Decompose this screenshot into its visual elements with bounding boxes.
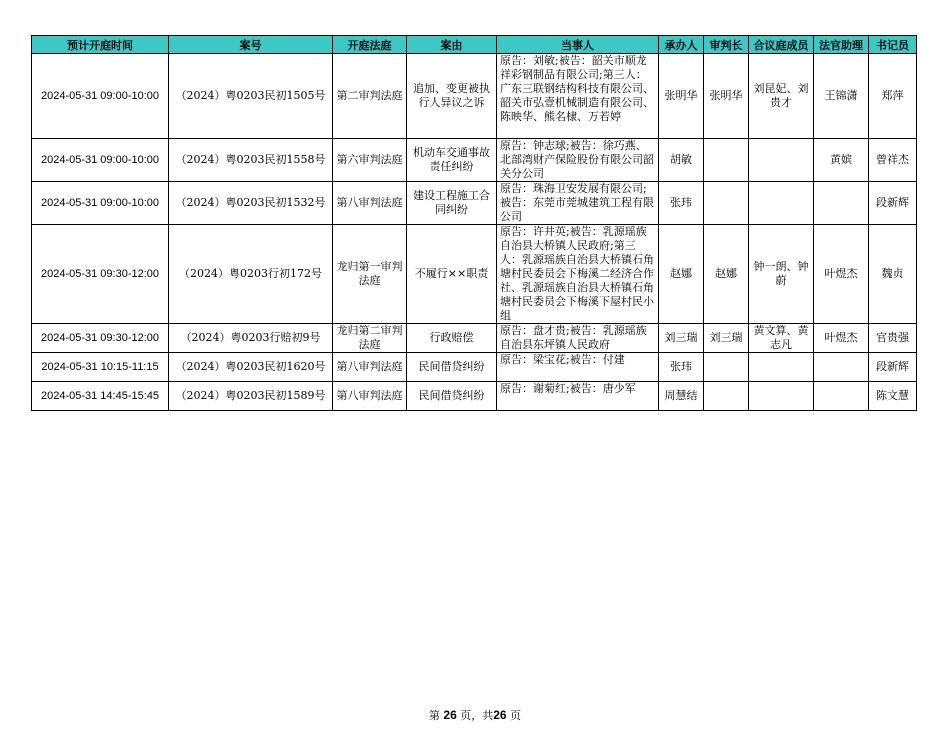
cell-parties	[497, 54, 659, 139]
cell-case: （2024）粤0203民初1558号	[169, 139, 333, 182]
cell-parties	[497, 139, 659, 182]
cell-time: 2024-05-31 14:45-15:45	[32, 382, 169, 411]
footer-prefix: 第	[428, 709, 440, 722]
cell-presiding: 张明华	[704, 54, 749, 139]
cell-time: 2024-05-31 09:00-10:00	[32, 182, 169, 225]
cell-parties	[497, 225, 659, 324]
cell-handler: 周慧结	[659, 382, 704, 411]
cell-panel: 黄文算、黄志凡	[749, 324, 814, 353]
cell-panel	[749, 353, 814, 382]
cell-presiding: 赵娜	[704, 225, 749, 324]
parties-text: 原告：刘敏;被告：韶关市顺龙祥彩钢制品有限公司;第三人：广东三联钢结构科技有限公司、韶关市弘壹机械制造有限公司、陈映华、熊名棣、万若婷	[500, 54, 654, 123]
cell-time: 2024-05-31 09:30-12:00	[32, 324, 169, 353]
table-row	[32, 382, 917, 411]
col-header-cause: 案由	[407, 36, 497, 54]
cell-panel	[749, 182, 814, 225]
cell-parties	[497, 353, 659, 382]
parties-text: 原告：梁宝花;被告：付建	[500, 353, 625, 366]
footer-total-pages: 26	[493, 708, 507, 722]
cell-presiding	[704, 182, 749, 225]
cell-cause: 机动车交通事故责任纠纷	[407, 139, 497, 182]
cell-court: 第八审判法庭	[333, 182, 407, 225]
cell-clerk: 官贵强	[869, 324, 917, 353]
cell-handler: 张玮	[659, 182, 704, 225]
cell-cause: 民间借贷纠纷	[407, 382, 497, 411]
cell-time: 2024-05-31 09:00-10:00	[32, 139, 169, 182]
cell-assistant	[814, 182, 869, 225]
cell-assistant: 叶煜杰	[814, 225, 869, 324]
header-row	[32, 36, 917, 54]
footer-page-number: 26	[443, 708, 457, 722]
cell-court: 龙归第二审判法庭	[333, 324, 407, 353]
cell-panel	[749, 139, 814, 182]
col-header-case: 案号	[169, 36, 333, 54]
col-header-panel: 合议庭成员	[749, 36, 814, 54]
parties-text: 原告：钟志球;被告：徐巧燕、北部湾财产保险股份有限公司韶关分公司	[500, 139, 654, 180]
cell-clerk: 郑萍	[869, 54, 917, 139]
parties-text: 原告：许井英;被告：乳源瑶族自治县大桥镇人民政府;第三人：乳源瑶族自治县大桥镇石角塘村民委员会下梅溪二经济合作社、乳源瑶族自治县大桥镇石角塘村民委员会下梅溪下屋村民小组	[500, 225, 654, 322]
cell-handler: 胡敏	[659, 139, 704, 182]
cell-cause: 追加、变更被执行人异议之诉	[407, 54, 497, 139]
cell-case: （2024）粤0203民初1505号	[169, 54, 333, 139]
cell-court: 第二审判法庭	[333, 54, 407, 139]
col-header-handler: 承办人	[659, 36, 704, 54]
cell-assistant: 叶煜杰	[814, 324, 869, 353]
cell-case: （2024）粤0203行赔初9号	[169, 324, 333, 353]
cell-court: 第八审判法庭	[333, 353, 407, 382]
cell-handler: 张明华	[659, 54, 704, 139]
cell-case: （2024）粤0203民初1620号	[169, 353, 333, 382]
cell-panel	[749, 382, 814, 411]
cell-handler: 张玮	[659, 353, 704, 382]
cell-parties	[497, 182, 659, 225]
cell-court: 龙归第一审判法庭	[333, 225, 407, 324]
table-row	[32, 225, 917, 324]
cell-presiding	[704, 382, 749, 411]
cell-parties	[497, 324, 659, 353]
cell-case: （2024）粤0203民初1589号	[169, 382, 333, 411]
cell-clerk: 段新辉	[869, 353, 917, 382]
col-header-assistant: 法官助理	[814, 36, 869, 54]
table-row	[32, 139, 917, 182]
col-header-parties: 当事人	[497, 36, 659, 54]
cell-panel: 钟一朗、钟蔚	[749, 225, 814, 324]
cell-court: 第八审判法庭	[333, 382, 407, 411]
parties-text: 原告：珠海卫安发展有限公司;被告：东莞市莞城建筑工程有限公司	[500, 182, 654, 223]
cell-court: 第六审判法庭	[333, 139, 407, 182]
cell-time: 2024-05-31 10:15-11:15	[32, 353, 169, 382]
cell-clerk: 陈文慧	[869, 382, 917, 411]
cell-clerk: 魏贞	[869, 225, 917, 324]
parties-text: 原告：谢菊红;被告：唐少军	[500, 382, 636, 395]
cell-presiding	[704, 353, 749, 382]
cell-time: 2024-05-31 09:30-12:00	[32, 225, 169, 324]
cell-case: （2024）粤0203行初172号	[169, 225, 333, 324]
cell-assistant: 黄嫔	[814, 139, 869, 182]
cell-parties	[497, 382, 659, 411]
col-header-presiding: 审判长	[704, 36, 749, 54]
cell-clerk: 曾祥杰	[869, 139, 917, 182]
parties-text: 原告：盘才贵;被告：乳源瑶族自治县东坪镇人民政府	[500, 324, 647, 351]
table-row	[32, 353, 917, 382]
cell-cause: 行政赔偿	[407, 324, 497, 353]
page-footer	[0, 707, 950, 723]
table-row	[32, 182, 917, 225]
col-header-time: 预计开庭时间	[32, 36, 169, 54]
footer-mid: 页，共	[460, 709, 494, 722]
table-row	[32, 324, 917, 353]
table-row	[32, 54, 917, 139]
cell-assistant: 王锦潇	[814, 54, 869, 139]
col-header-court: 开庭法庭	[333, 36, 407, 54]
col-header-clerk: 书记员	[869, 36, 917, 54]
cell-cause: 建设工程施工合同纠纷	[407, 182, 497, 225]
cell-cause: 不履行××职责	[407, 225, 497, 324]
hearing-schedule-table	[31, 35, 917, 411]
cell-time: 2024-05-31 09:00-10:00	[32, 54, 169, 139]
cell-handler: 赵娜	[659, 225, 704, 324]
cell-handler: 刘三瑞	[659, 324, 704, 353]
cell-case: （2024）粤0203民初1532号	[169, 182, 333, 225]
cell-presiding	[704, 139, 749, 182]
cell-presiding: 刘三瑞	[704, 324, 749, 353]
cell-assistant	[814, 353, 869, 382]
cell-panel: 刘昆妃、刘贵才	[749, 54, 814, 139]
cell-cause: 民间借贷纠纷	[407, 353, 497, 382]
cell-assistant	[814, 382, 869, 411]
footer-suffix: 页	[510, 709, 522, 722]
cell-clerk: 段新辉	[869, 182, 917, 225]
